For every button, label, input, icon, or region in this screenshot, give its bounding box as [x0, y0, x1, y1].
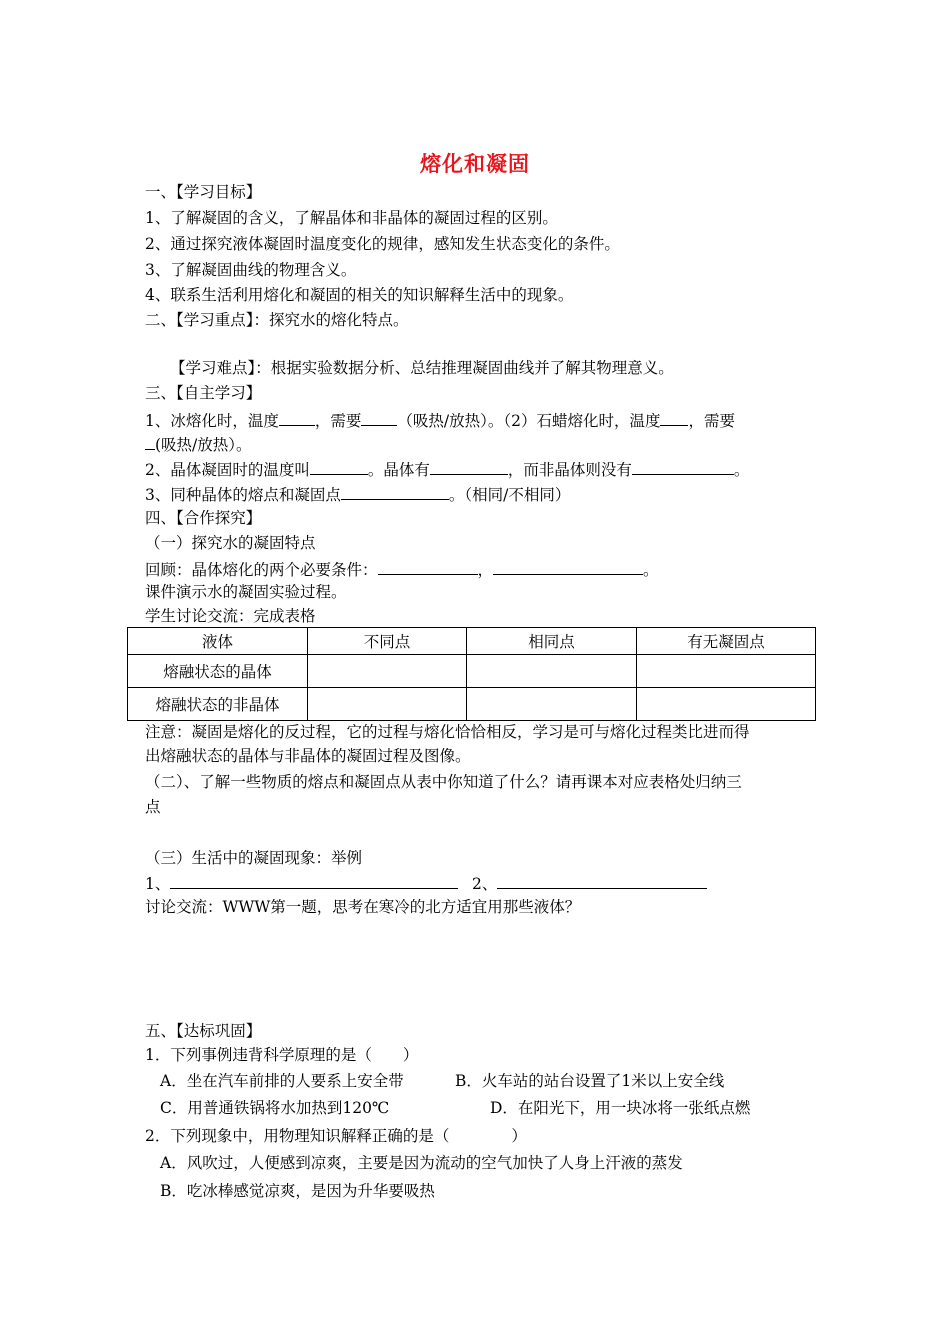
table-cell[interactable]	[308, 688, 467, 721]
q1-text-a: 1、冰熔化时，温度	[145, 412, 279, 430]
self-study-q1-cont	[145, 433, 252, 455]
review-line	[145, 558, 659, 580]
note-line-2: 出熔融状态的晶体与非晶体的凝固过程及图像。	[145, 747, 471, 765]
table-cell[interactable]	[467, 655, 637, 688]
example-blank-1[interactable]	[170, 872, 458, 889]
q2-option-a[interactable]: A．风吹过，人便感到凉爽，主要是因为流动的空气加快了人身上汗液的蒸发	[160, 1154, 683, 1172]
q1-option-b[interactable]: B．火车站的站台设置了1米以上安全线	[455, 1072, 725, 1090]
table-row	[128, 688, 816, 721]
goal-item-1: 1、了解凝固的含义，了解晶体和非晶体的凝固过程的区别。	[145, 209, 558, 227]
table-header-cell: 相同点	[467, 628, 637, 655]
note-line-1: 注意：凝固是熔化的反过程，它的过程与熔化恰恰相反，学习是可与熔化过程类比进而得	[145, 723, 750, 741]
table-row-label: 熔融状态的晶体	[128, 655, 308, 688]
q1-option-a[interactable]: A．坐在汽车前排的人要系上安全带	[160, 1072, 404, 1090]
table-cell[interactable]	[308, 655, 467, 688]
sub-heading-2-line-1: （二）、了解一些物质的熔点和凝固点从表中你知道了什么？请再课本对应表格处归纳三	[145, 773, 742, 791]
table-header-cell: 液体	[128, 628, 308, 655]
q3-text-a: 3、同种晶体的熔点和凝固点	[145, 486, 341, 504]
difficulty-line: 【学习难点】：根据实验数据分析、总结推理凝固曲线并了解其物理意义。	[170, 359, 674, 377]
q1-blank-3[interactable]	[660, 409, 688, 426]
q2-text-b: 。晶体有	[367, 461, 430, 479]
question-1: 1．下列事例违背科学原理的是（ ）	[145, 1046, 419, 1064]
demo-line: 课件演示水的凝固实验过程。	[145, 583, 347, 601]
review-text-b: ，	[477, 561, 494, 579]
q1-text-d: ，需要	[688, 412, 735, 430]
q1-text-b: ，需要	[314, 412, 362, 430]
goal-item-4: 4、联系生活利用熔化和凝固的相关的知识解释生活中的现象。	[145, 286, 574, 304]
review-blank-2[interactable]	[493, 558, 643, 575]
table-header-cell: 有无凝固点	[637, 628, 816, 655]
q2-text-d: 。	[733, 461, 750, 479]
section-heading-goals: 一、【学习目标】	[145, 183, 262, 201]
q1-option-c[interactable]: C．用普通铁锅将水加热到120℃	[160, 1099, 390, 1117]
example-label-1: 1、	[145, 875, 171, 893]
q2-text-c: ，而非晶体则没有	[507, 461, 632, 479]
q1-text-c: （吸热/放热）。（2）石蜡熔化时，温度	[397, 412, 661, 430]
q3-text-b: 。（相同/不相同）	[448, 486, 571, 504]
q2-option-b[interactable]: B．吃冰棒感觉凉爽，是因为升华要吸热	[160, 1182, 435, 1200]
example-line-1	[145, 872, 458, 894]
question-2: 2．下列现象中，用物理知识解释正确的是（ ）	[145, 1127, 527, 1145]
table-cell[interactable]	[637, 655, 816, 688]
review-blank-1[interactable]	[378, 558, 478, 575]
q2-blank-2[interactable]	[430, 458, 508, 475]
section-heading-self-study: 三、【自主学习】	[145, 384, 262, 402]
page-title: 熔化和凝固	[420, 152, 530, 176]
example-line-2	[472, 872, 707, 894]
self-study-q2	[145, 458, 749, 480]
q2-blank-1[interactable]	[310, 458, 368, 475]
sub-heading-3: （三）生活中的凝固现象：举例	[145, 849, 363, 867]
discuss-line: 学生讨论交流：完成表格	[145, 607, 316, 625]
sub-heading-1: （一）探究水的凝固特点	[145, 534, 316, 552]
table-cell[interactable]	[637, 688, 816, 721]
q1-text-e: (吸热/放热）。	[155, 436, 252, 454]
table-header-cell: 不同点	[308, 628, 467, 655]
discuss-line-2: 讨论交流：WWW第一题，思考在寒冷的北方适宜用那些液体？	[145, 898, 581, 916]
q2-blank-3[interactable]	[632, 458, 734, 475]
q1-blank-2[interactable]	[361, 409, 397, 426]
example-blank-2[interactable]	[497, 872, 707, 889]
q1-blank-1[interactable]	[279, 409, 315, 426]
review-text-a: 回顾：晶体熔化的两个必要条件：	[145, 561, 378, 579]
goal-item-2: 2、通过探究液体凝固时温度变化的规律，感知发生状态变化的条件。	[145, 235, 620, 253]
self-study-q3	[145, 483, 570, 505]
comparison-table	[127, 627, 816, 721]
self-study-q1	[145, 409, 735, 431]
q1-option-d[interactable]: D．在阳光下，用一块冰将一张纸点燃	[490, 1099, 751, 1117]
example-label-2: 2、	[472, 875, 498, 893]
table-row-label: 熔融状态的非晶体	[128, 688, 308, 721]
q2-text-a: 2、晶体凝固时的温度叫	[145, 461, 310, 479]
section-heading-consolidate: 五、【达标巩固】	[145, 1022, 262, 1040]
section-heading-focus: 二、【学习重点】：探究水的熔化特点。	[145, 311, 409, 329]
review-text-c: 。	[643, 561, 659, 579]
q1-blank-4[interactable]	[145, 433, 155, 450]
table-header-row	[128, 628, 816, 655]
goal-item-3: 3、了解凝固曲线的物理含义。	[145, 261, 357, 279]
sub-heading-2-line-2: 点	[145, 798, 161, 816]
table-cell[interactable]	[467, 688, 637, 721]
q3-blank-1[interactable]	[341, 483, 449, 500]
table-row	[128, 655, 816, 688]
section-heading-cooperative: 四、【合作探究】	[145, 509, 262, 527]
